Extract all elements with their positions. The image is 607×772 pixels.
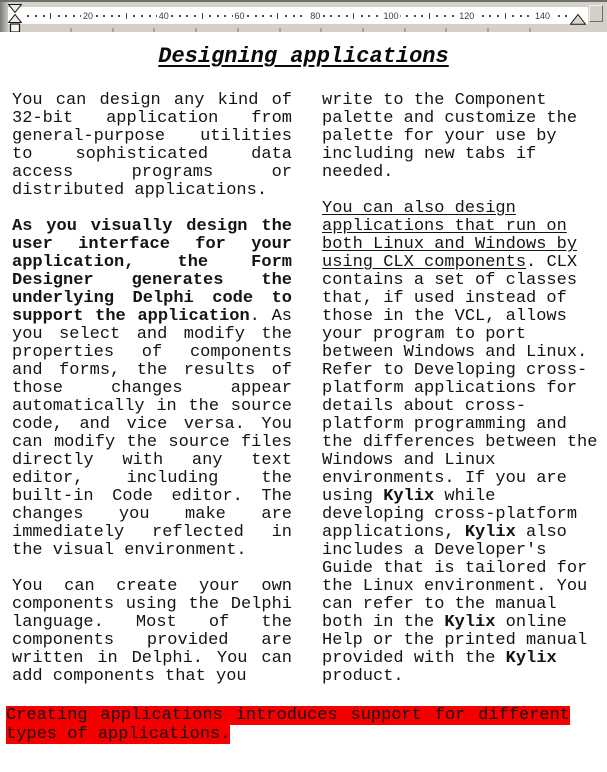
ruler-dot <box>565 15 567 17</box>
ruler-dot <box>141 15 143 17</box>
right-text-column[interactable] <box>322 92 602 704</box>
ruler-dot <box>330 15 332 17</box>
ruler-dot <box>489 15 491 17</box>
ruler-dot <box>103 15 105 17</box>
ruler-number: 120 <box>459 10 475 21</box>
ruler-number: 80 <box>310 10 321 21</box>
ruler-dot <box>323 15 325 17</box>
ruler-strip <box>8 7 588 24</box>
ruler-tick <box>505 13 506 19</box>
ruler-dot <box>293 15 295 17</box>
ruler-dot <box>96 15 98 17</box>
ruler-dot <box>527 15 529 17</box>
text-segment: . As you select and modify the properties of components and forms, the results of those changes appear automatically in the source code, and vice versa. You can modify the source files directly with any text editor, including the built-in Code editor. The changes you make are immediately reflected in the visual environment. <box>12 307 292 560</box>
ruler-number: 40 <box>158 10 169 21</box>
text-segment: Kylix <box>464 523 516 542</box>
ruler-dot <box>179 15 181 17</box>
ruler-dot <box>255 15 257 17</box>
ruler-dot <box>361 15 363 17</box>
ruler-dot <box>414 15 416 17</box>
text-segment: Kylix <box>383 487 435 506</box>
ruler-tick <box>353 13 354 19</box>
text-segment: write to the Component palette and customize the palette for your use by including new tabs if needed. <box>322 91 578 182</box>
ruler-tick <box>202 13 203 19</box>
ruler-dot <box>111 15 113 17</box>
ruler-dot <box>262 15 264 17</box>
ruler-corner-button[interactable] <box>589 5 603 22</box>
first-line-indent-marker[interactable] <box>9 5 22 13</box>
ruler-dot <box>149 15 151 17</box>
ruler-dot <box>247 15 249 17</box>
ruler-left-margin <box>0 2 8 32</box>
ruler-dot <box>436 15 438 17</box>
paragraph[interactable] <box>12 92 292 200</box>
ruler-dot <box>209 15 211 17</box>
ruler-dot <box>73 15 75 17</box>
hanging-indent-marker[interactable] <box>9 15 22 23</box>
ruler-dot <box>58 15 60 17</box>
text-segment: product. <box>322 667 404 686</box>
ruler-dot <box>338 15 340 17</box>
ruler-dot <box>421 15 423 17</box>
ruler-dot <box>406 15 408 17</box>
ruler-dot <box>444 15 446 17</box>
ruler-tick <box>429 13 430 19</box>
text-segment: As you visually design the user interface for your application, the Form Designer generates the underlying Delphi code to support the application <box>12 217 292 326</box>
ruler-dot <box>520 15 522 17</box>
horizontal-ruler[interactable] <box>0 0 607 32</box>
paragraph[interactable] <box>322 92 602 182</box>
indent-markers-icon[interactable] <box>8 4 22 33</box>
paragraph[interactable] <box>12 578 292 686</box>
ruler-dot <box>376 15 378 17</box>
ruler-tick <box>50 13 51 19</box>
ruler-number: 140 <box>534 10 551 21</box>
text-segment: . CLX contains a set of classes that, if used instead of those in the VCL, allows your program to port between Windows and Linux. Refer to Developing cross-platform applications for details about cross-platform programming and the differences between the Windows and Linux environments. If you are using <box>322 253 598 506</box>
ruler-dot <box>270 15 272 17</box>
ruler-tick <box>277 13 278 19</box>
ruler-dot <box>346 15 348 17</box>
document-page[interactable] <box>0 32 607 772</box>
ruler-dot <box>43 15 45 17</box>
ruler-dot <box>482 15 484 17</box>
left-indent-marker[interactable] <box>11 24 20 32</box>
text-segment: also includes a Developer's Guide that is tailored for the Linux environment. You can refer to the manual both in the <box>322 523 588 632</box>
text-segment: while developing cross-platform applications, <box>322 487 578 542</box>
paragraph[interactable] <box>322 200 602 686</box>
left-text-column[interactable] <box>12 92 292 704</box>
highlighted-note[interactable] <box>6 706 570 744</box>
ruler-dot <box>118 15 120 17</box>
text-segment: Kylix <box>505 649 557 668</box>
ruler-dot <box>368 15 370 17</box>
ruler-number: 100 <box>383 10 399 21</box>
ruler-dot <box>224 15 226 17</box>
text-segment: Kylix <box>444 613 496 632</box>
ruler-dot <box>512 15 514 17</box>
document-title[interactable]: Designing applications <box>158 44 449 69</box>
ruler-dot <box>65 15 67 17</box>
text-segment: You can design any kind of 32-bit application from general-purpose utilities to sophisticated data access programs or distributed applications. <box>12 91 292 200</box>
ruler-dot <box>300 15 302 17</box>
ruler-dot <box>217 15 219 17</box>
ruler-tick <box>126 13 127 19</box>
ruler-dot <box>194 15 196 17</box>
ruler-number: 20 <box>82 10 94 21</box>
ruler-dot <box>35 15 37 17</box>
ruler-dot <box>558 15 560 17</box>
ruler-dot <box>133 15 135 17</box>
paragraph[interactable] <box>12 218 292 560</box>
ruler-dot <box>27 15 29 17</box>
ruler-dot <box>452 15 454 17</box>
text-segment: Creating applications introduces support for different types of applications. <box>6 706 570 744</box>
text-segment: You can also design applications that run on both Linux and Windows by using CLX components <box>322 199 578 272</box>
right-indent-marker[interactable] <box>570 14 586 25</box>
text-segment: online Help or the printed manual provided with the <box>322 613 588 668</box>
ruler-dot <box>186 15 188 17</box>
ruler-dot <box>285 15 287 17</box>
text-segment: You can create your own components using the Delphi language. Most of the components provided are written in Delphi. You can add components that you <box>12 577 292 686</box>
ruler-dot <box>497 15 499 17</box>
ruler-dot <box>171 15 173 17</box>
ruler-number: 60 <box>234 10 245 21</box>
paragraph[interactable] <box>6 706 570 744</box>
